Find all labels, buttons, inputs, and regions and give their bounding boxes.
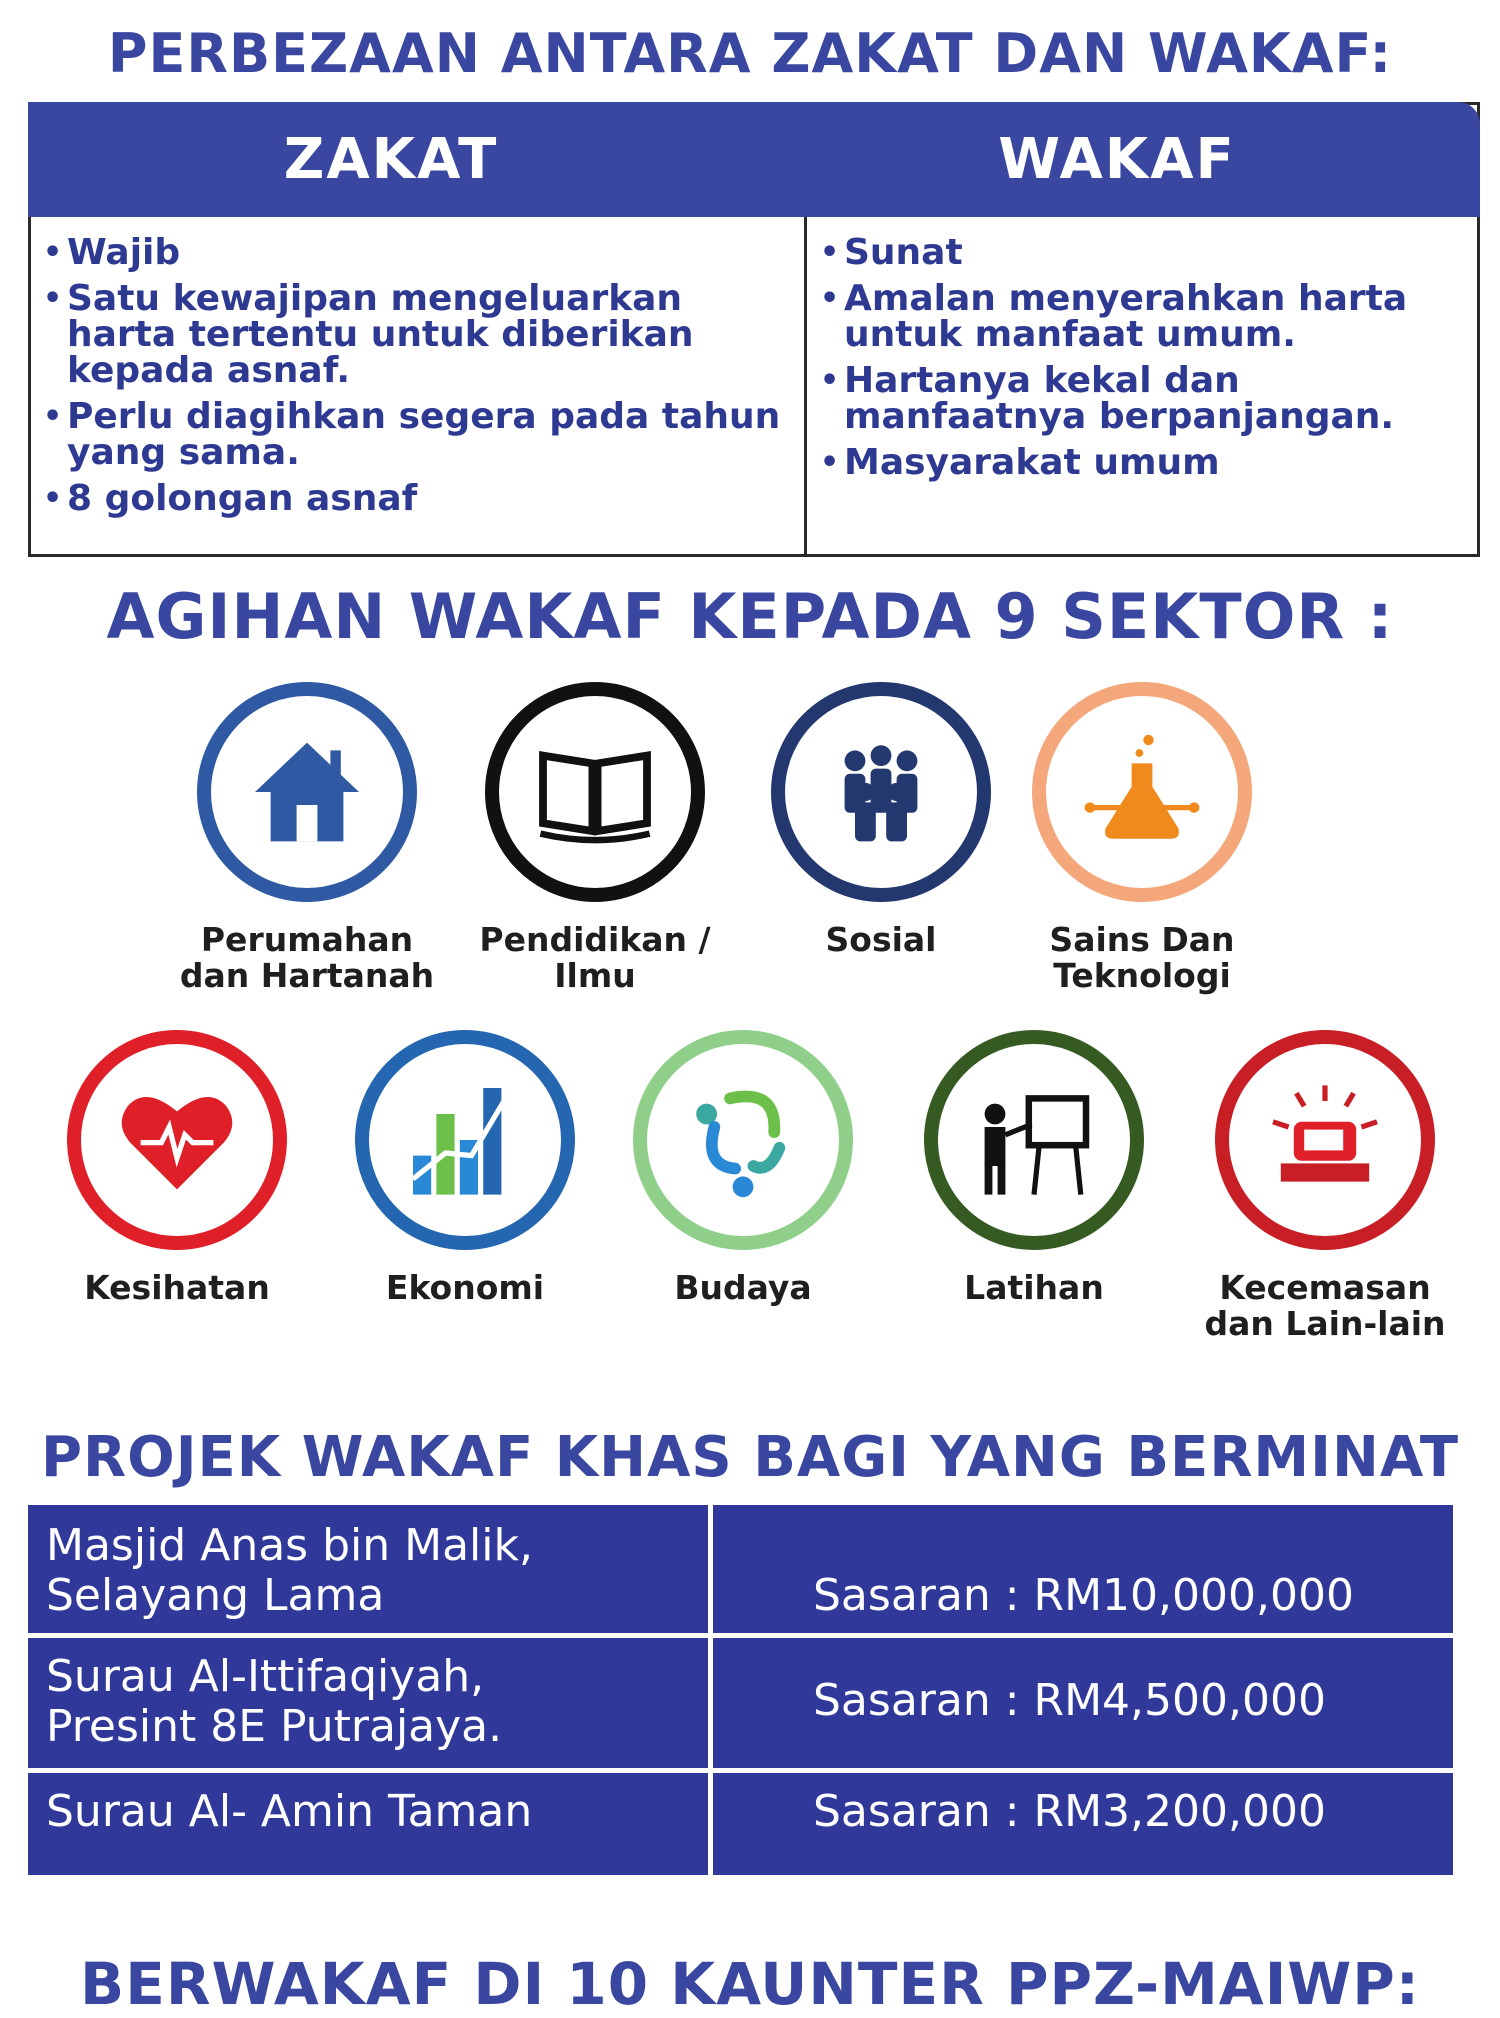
- sector-label: Latihan: [964, 1268, 1104, 1307]
- sector-ekonomi: [315, 1030, 615, 1306]
- sector-label: Perumahan dan Hartanah: [179, 920, 435, 995]
- sector-label: Ekonomi: [385, 1268, 545, 1307]
- sector-label: Kesihatan: [84, 1268, 270, 1307]
- table-row: [28, 1773, 1453, 1875]
- zakat-point: • Perlu diagihkan segera pada tahun yang sama.: [39, 399, 799, 471]
- ambulance-siren-icon: [1260, 1075, 1390, 1205]
- column-divider: [708, 1505, 713, 1875]
- trainer-icon: [969, 1075, 1099, 1205]
- zakat-point: • Satu kewajipan mengeluarkan harta tertentu untuk diberikan kepada asnaf.: [39, 281, 799, 389]
- culture-icon: [678, 1075, 808, 1205]
- project-name: Surau Al- Amin Taman: [46, 1786, 533, 1837]
- sector-kesihatan: [27, 1030, 327, 1306]
- house-icon: [242, 727, 372, 857]
- wakaf-points: [816, 232, 1481, 491]
- growth-chart-icon: [400, 1075, 530, 1205]
- project-name: Masjid Anas bin Malik, Selayang Lama: [46, 1520, 533, 1621]
- sector-ring: [355, 1030, 575, 1250]
- sector-ring: [771, 682, 991, 902]
- project-target: Sasaran : RM10,000,000: [813, 1570, 1354, 1621]
- sector-ring: [633, 1030, 853, 1250]
- sector-label: Sosial: [825, 920, 937, 959]
- heart-icon: [112, 1075, 242, 1205]
- sector-pendidikan: [445, 682, 745, 994]
- wakaf-point: • Sunat: [816, 235, 1481, 271]
- sector-budaya: [593, 1030, 893, 1306]
- sector-ring: [485, 682, 705, 902]
- book-icon: [530, 727, 660, 857]
- sector-perumahan: [157, 682, 457, 994]
- project-target: Sasaran : RM3,200,000: [813, 1786, 1326, 1837]
- wakaf-header: WAKAF: [998, 127, 1236, 192]
- flask-icon: [1077, 727, 1207, 857]
- sector-label: Sains Dan Teknologi: [1049, 920, 1235, 995]
- column-divider: [804, 217, 807, 557]
- people-icon: [816, 727, 946, 857]
- projects-table: [28, 1505, 1453, 1875]
- project-name: Surau Al-Ittifaqiyah, Presint 8E Putrajaya.: [46, 1651, 503, 1752]
- heading-sectors: AGIHAN WAKAF KEPADA 9 SEKTOR :: [106, 580, 1394, 653]
- sector-ring: [1215, 1030, 1435, 1250]
- sector-label: Pendidikan / Ilmu: [479, 920, 711, 995]
- wakaf-point: • Hartanya kekal dan manfaatnya berpanjangan.: [816, 363, 1481, 435]
- comparison-table: [28, 102, 1480, 557]
- sector-ring: [924, 1030, 1144, 1250]
- comparison-header: [28, 102, 1480, 217]
- wakaf-point: • Amalan menyerahkan harta untuk manfaat umum.: [816, 281, 1481, 353]
- heading-difference: PERBEZAAN ANTARA ZAKAT DAN WAKAF:: [107, 22, 1393, 85]
- sector-ring: [197, 682, 417, 902]
- zakat-point: • Wajib: [39, 235, 799, 271]
- sector-kecemasan: [1175, 1030, 1475, 1342]
- table-row: [28, 1638, 1453, 1768]
- sector-latihan: [884, 1030, 1184, 1306]
- zakat-point: • 8 golongan asnaf: [39, 481, 799, 517]
- sector-label: Kecemasan dan Lain-lain: [1204, 1268, 1446, 1343]
- sector-sains: [992, 682, 1292, 994]
- zakat-points: [39, 232, 799, 527]
- wakaf-point: • Masyarakat umum: [816, 445, 1481, 481]
- sector-sosial: [731, 682, 1031, 958]
- sector-ring: [1032, 682, 1252, 902]
- table-row: [28, 1505, 1453, 1633]
- zakat-header: ZAKAT: [283, 127, 499, 192]
- heading-projects: PROJEK WAKAF KHAS BAGI YANG BERMINAT: [40, 1425, 1460, 1490]
- sector-label: Budaya: [674, 1268, 812, 1307]
- heading-counters: BERWAKAF DI 10 KAUNTER PPZ-MAIWP:: [80, 1950, 1420, 2018]
- project-target: Sasaran : RM4,500,000: [813, 1675, 1326, 1726]
- sector-ring: [67, 1030, 287, 1250]
